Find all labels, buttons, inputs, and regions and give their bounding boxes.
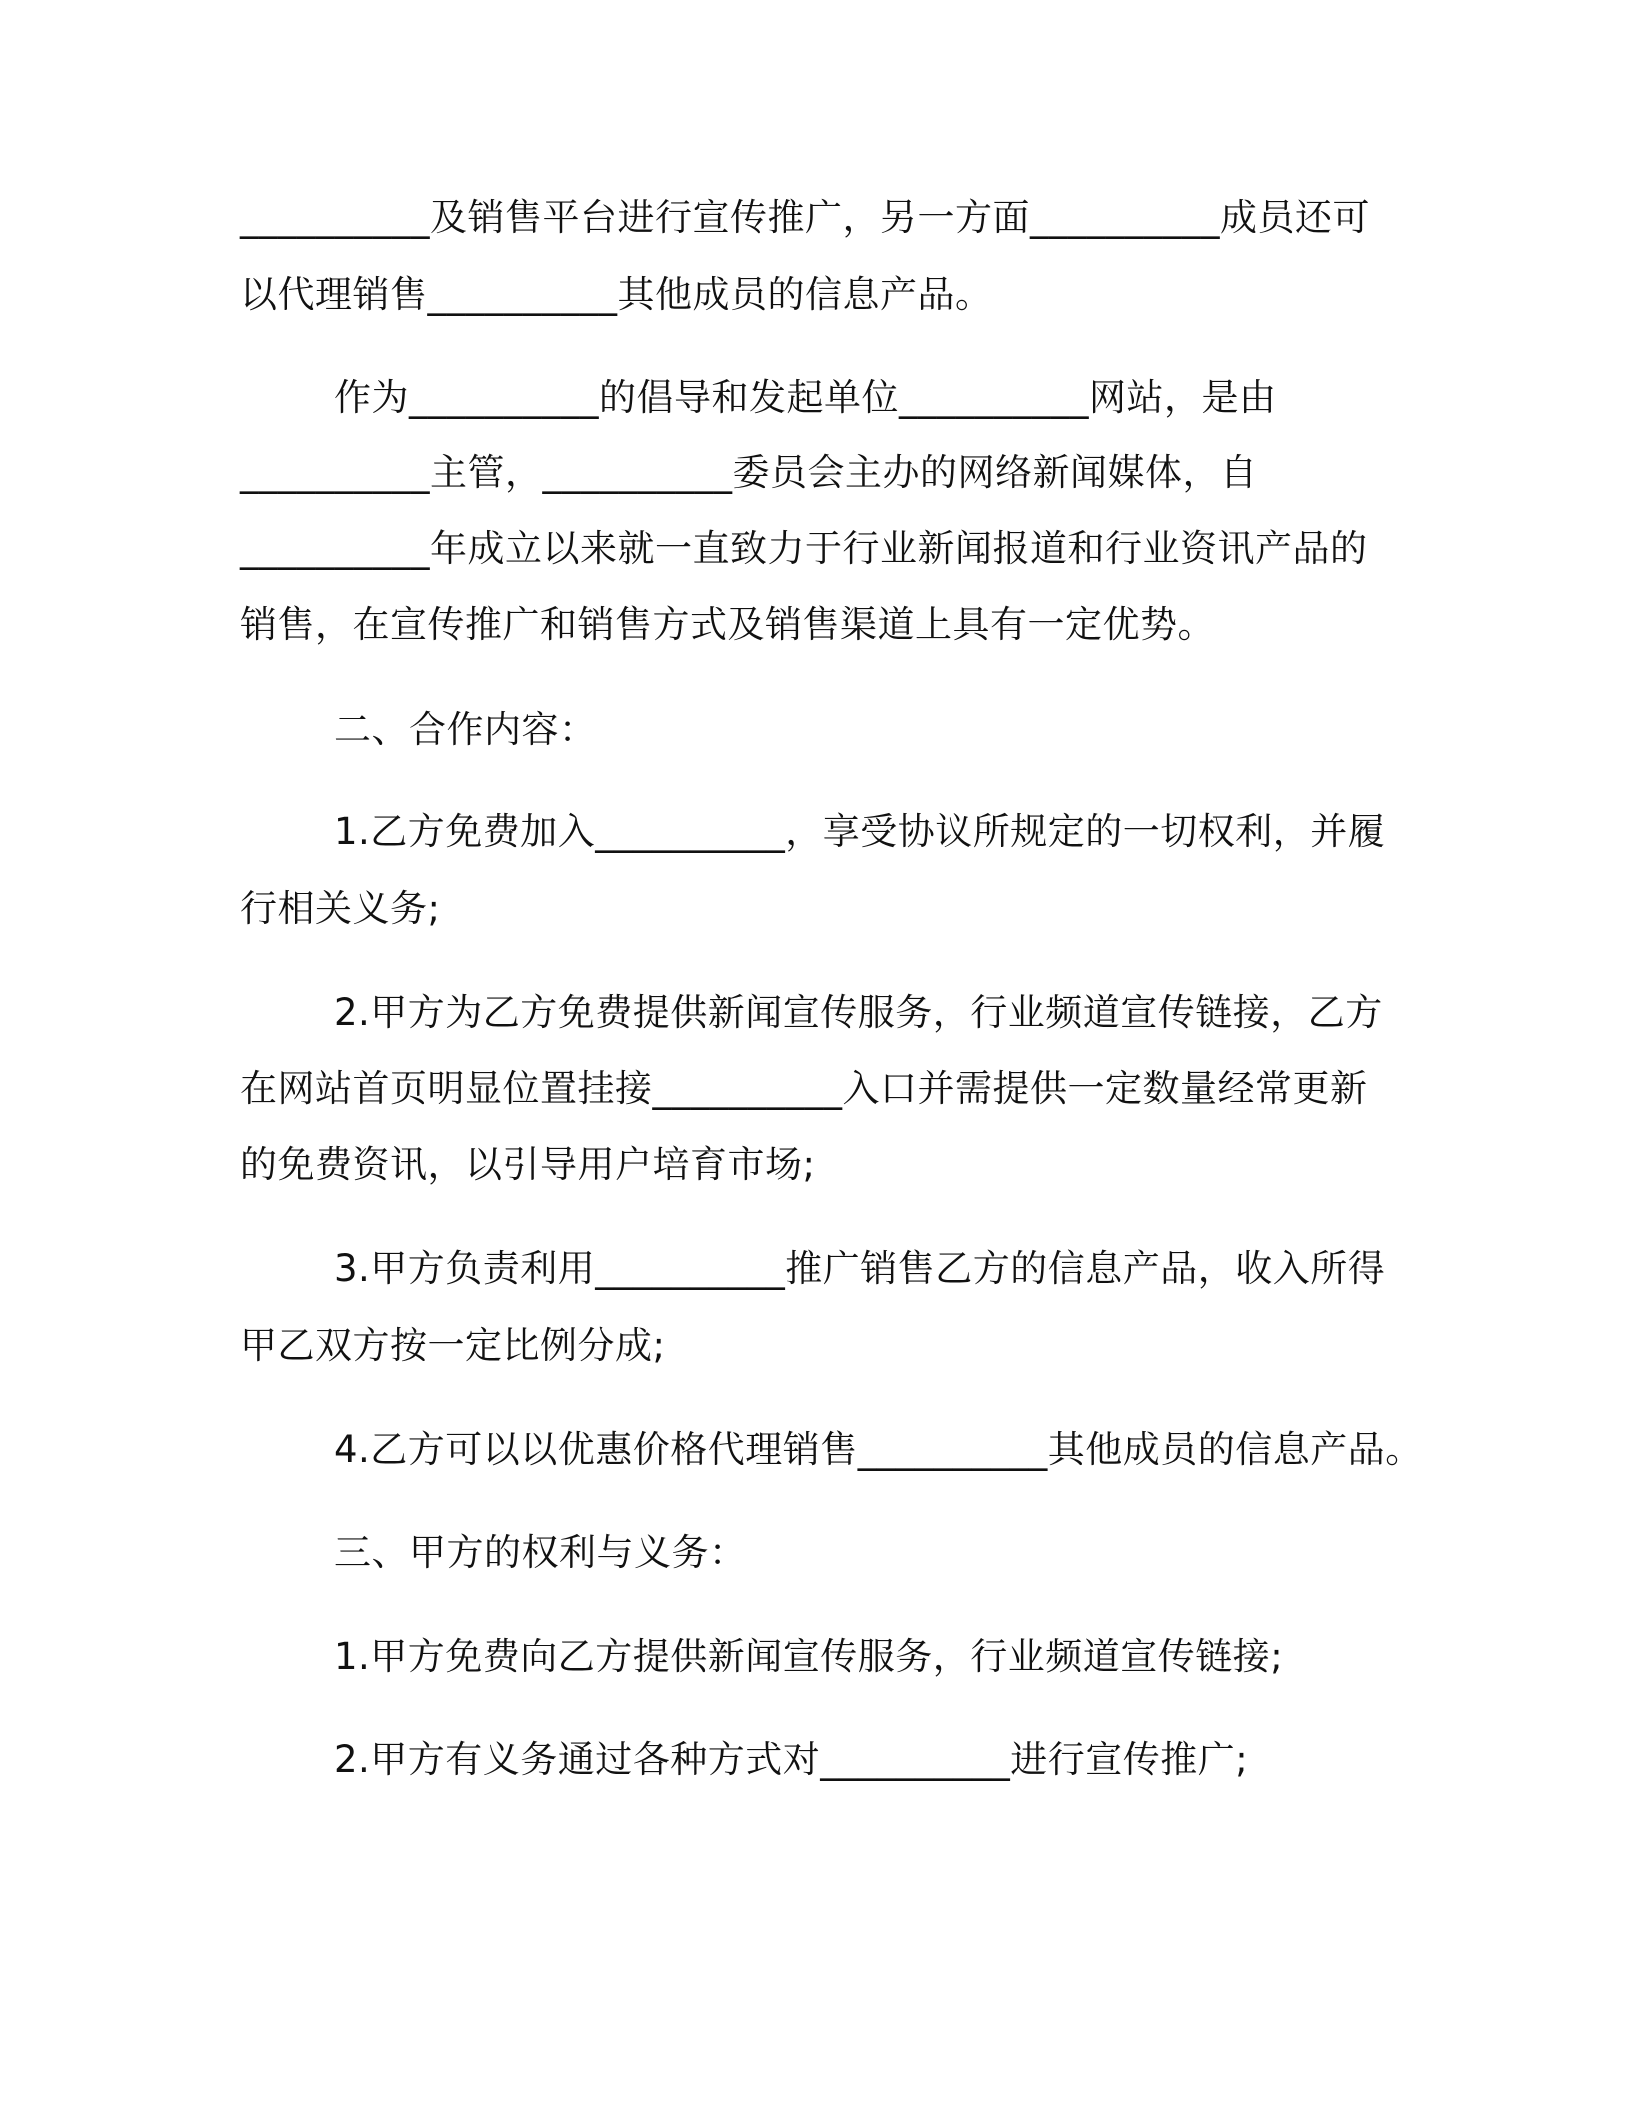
- text-line: 销售，在宣传推广和销售方式及销售渠道上具有一定优势。: [240, 603, 1215, 646]
- text-line: __________主管，__________委员会主办的网络新闻媒体，自: [240, 451, 1258, 494]
- text-line: 3.甲方负责利用__________推广销售乙方的信息产品，收入所得: [334, 1247, 1386, 1290]
- text-line: 在网站首页明显位置挂接__________入口并需提供一定数量经常更新: [240, 1067, 1368, 1110]
- text-line: 作为__________的倡导和发起单位__________网站，是由: [334, 376, 1277, 419]
- section-heading: 二、合作内容：: [334, 708, 597, 751]
- text-line: 甲乙双方按一定比例分成;: [240, 1324, 666, 1367]
- text-line: 行相关义务;: [240, 887, 441, 930]
- text-line: __________及销售平台进行宣传推广，另一方面__________成员还可: [240, 196, 1370, 239]
- section-heading: 三、甲方的权利与义务：: [334, 1531, 747, 1574]
- text-line: 1.乙方免费加入__________，享受协议所规定的一切权利，并履: [334, 810, 1386, 853]
- text-line: 以代理销售__________其他成员的信息产品。: [240, 273, 993, 316]
- text-line: 1.甲方免费向乙方提供新闻宣传服务，行业频道宣传链接;: [334, 1635, 1284, 1678]
- text-line: __________年成立以来就一直致力于行业新闻报道和行业资讯产品的: [240, 527, 1368, 570]
- text-line: 2.甲方为乙方免费提供新闻宣传服务，行业频道宣传链接，乙方: [334, 991, 1383, 1034]
- text-line: 的免费资讯，以引导用户培育市场;: [240, 1143, 816, 1186]
- text-line: 2.甲方有义务通过各种方式对__________进行宣传推广;: [334, 1738, 1249, 1781]
- text-line: 4.乙方可以以优惠价格代理销售__________其他成员的信息产品。: [334, 1428, 1423, 1471]
